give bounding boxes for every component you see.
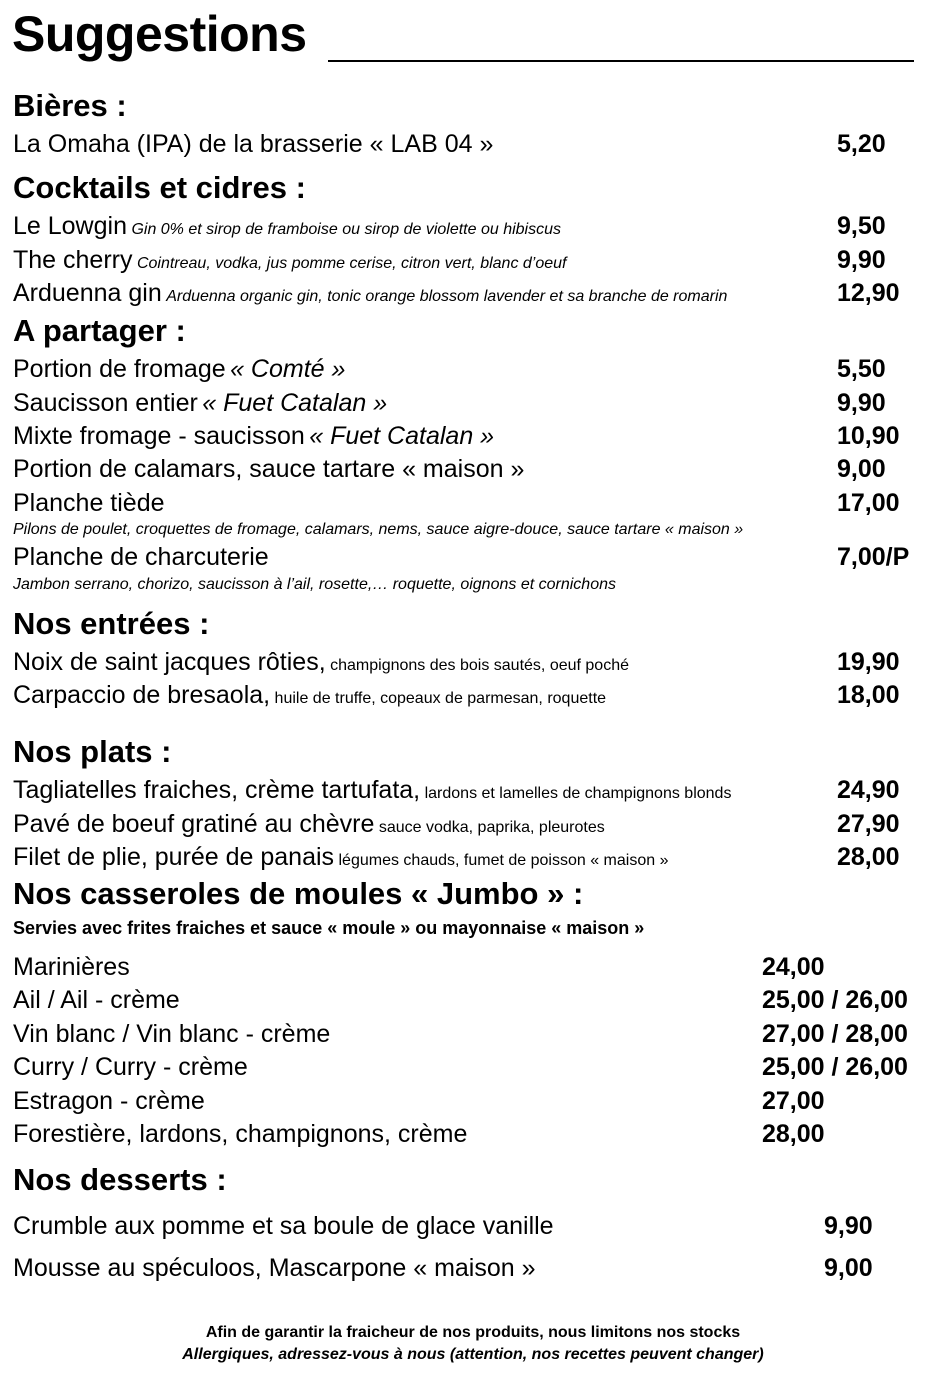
item-description: légumes chauds, fumet de poisson « maison » [338,852,669,869]
menu-item [13,541,269,573]
menu-item [13,420,494,452]
menu-item [13,387,387,419]
menu-item [13,1018,330,1050]
menu-item [13,1085,205,1117]
item-price: 9,90 [837,246,886,274]
item-price: 9,90 [837,389,886,417]
item-name: Curry / Curry - crème [13,1053,248,1081]
item-price: 10,90 [837,422,900,450]
section-heading-cocktails: Cocktails et cidres : [13,170,306,205]
menu-item [13,808,605,840]
item-description: Cointreau, vodka, jus pomme cerise, citron vert, blanc d’oeuf [136,255,567,272]
section-heading-plats: Nos plats : [13,734,172,769]
item-price: 12,90 [837,279,900,307]
item-price: 18,00 [837,681,900,709]
item-name: Portion de fromage [13,355,226,383]
title-row [12,4,912,68]
item-name: Estragon - crème [13,1087,205,1115]
item-name: Portion de calamars, sauce tartare « maison » [13,455,525,483]
item-price: 27,00 / 28,00 [762,1020,908,1048]
menu-item [13,841,668,873]
item-price: 9,00 [824,1254,873,1282]
item-name: Saucisson entier [13,389,198,417]
item-price: 27,90 [837,810,900,838]
item-description: champignons des bois sautés, oeuf poché [330,657,629,674]
item-description: sauce vodka, paprika, pleurotes [378,819,605,836]
menu-item [13,1210,554,1242]
item-price: 9,90 [824,1212,873,1240]
menu-item [13,1118,467,1150]
item-detail: Pilons de poulet, croquettes de fromage, calamars, nems, sauce aigre-douce, sauce tartare « maison » [13,521,744,538]
menu-item [13,951,130,983]
item-description: lardons et lamelles de champignons blonds [424,785,732,802]
item-price: 5,20 [837,130,886,158]
item-price: 7,00/P [837,543,910,571]
menu-item [13,453,524,485]
item-price: 25,00 / 26,00 [762,986,908,1014]
item-name: Vin blanc / Vin blanc - crème [13,1020,331,1048]
section-heading-partager: A partager : [13,313,186,348]
item-price: 25,00 / 26,00 [762,1053,908,1081]
item-name: Planche de charcuterie [13,543,269,571]
item-name: Forestière, lardons, champignons, crème [13,1120,468,1148]
menu-item [13,646,629,678]
item-name: The cherry [13,246,133,274]
item-name: Le Lowgin [13,212,127,240]
menu-item [13,774,731,806]
item-price: 17,00 [837,489,900,517]
menu-item [13,679,606,711]
item-name: Noix de saint jacques rôties, [13,648,326,676]
item-price: 5,50 [837,355,886,383]
item-name: Crumble aux pomme et sa boule de glace vanille [13,1212,554,1240]
footer-allergy-note: Allergiques, adressez-vous à nous (attention, nos recettes peuvent changer) [182,1346,764,1363]
item-name: Planche tiède [13,489,165,517]
menu-item [13,1252,536,1284]
item-description: Arduenna organic gin, tonic orange blossom lavender et sa branche de romarin [166,288,728,305]
item-price: 28,00 [837,843,900,871]
item-price: 28,00 [762,1120,825,1148]
menu-item [13,487,165,519]
section-heading-moules: Nos casseroles de moules « Jumbo » : [13,876,584,911]
menu-item [13,984,180,1016]
footer-stock-note: Afin de garantir la fraicheur de nos produits, nous limitons nos stocks [205,1324,741,1341]
item-name: Filet de plie, purée de panais [13,843,335,871]
item-name: Carpaccio de bresaola, [13,681,271,709]
item-price: 19,90 [837,648,900,676]
page-title: Suggestions [12,6,307,62]
item-price: 24,00 [762,953,825,981]
item-name: La Omaha (IPA) de la brasserie « LAB 04 » [13,130,494,158]
item-price: 24,90 [837,776,900,804]
item-price: 27,00 [762,1087,825,1115]
menu-item [13,1051,248,1083]
menu-item [13,128,493,160]
item-price: 9,00 [837,455,886,483]
menu-item [13,353,345,385]
menu-item [13,244,566,276]
item-name: Mixte fromage - saucisson [13,422,305,450]
item-name: Pavé de boeuf gratiné au chèvre [13,810,375,838]
item-name: Ail / Ail - crème [13,986,180,1014]
item-name: Mousse au spéculoos, Mascarpone « maison » [13,1254,536,1282]
menu-item [13,277,727,309]
item-name: Marinières [13,953,130,981]
section-heading-bieres: Bières : [13,88,127,123]
section-subheading-moules: Servies avec frites fraiches et sauce « moule » ou mayonnaise « maison » [13,918,645,938]
item-price: 9,50 [837,212,886,240]
item-detail: Jambon serrano, chorizo, saucisson à l’ail, rosette,… roquette, oignons et cornichons [13,576,616,593]
item-description: huile de truffe, copeaux de parmesan, roquette [274,690,607,707]
title-underline [328,60,914,62]
item-accent: « Comté » [230,355,346,383]
item-accent: « Fuet Catalan » [309,422,495,450]
section-heading-entrees: Nos entrées : [13,606,210,641]
item-name: Arduenna gin [13,279,162,307]
item-accent: « Fuet Catalan » [202,389,388,417]
item-name: Tagliatelles fraiches, crème tartufata, [13,776,421,804]
item-description: Gin 0% et sirop de framboise ou sirop de violette ou hibiscus [131,221,561,238]
section-heading-desserts: Nos desserts : [13,1162,227,1197]
menu-item [13,210,561,242]
